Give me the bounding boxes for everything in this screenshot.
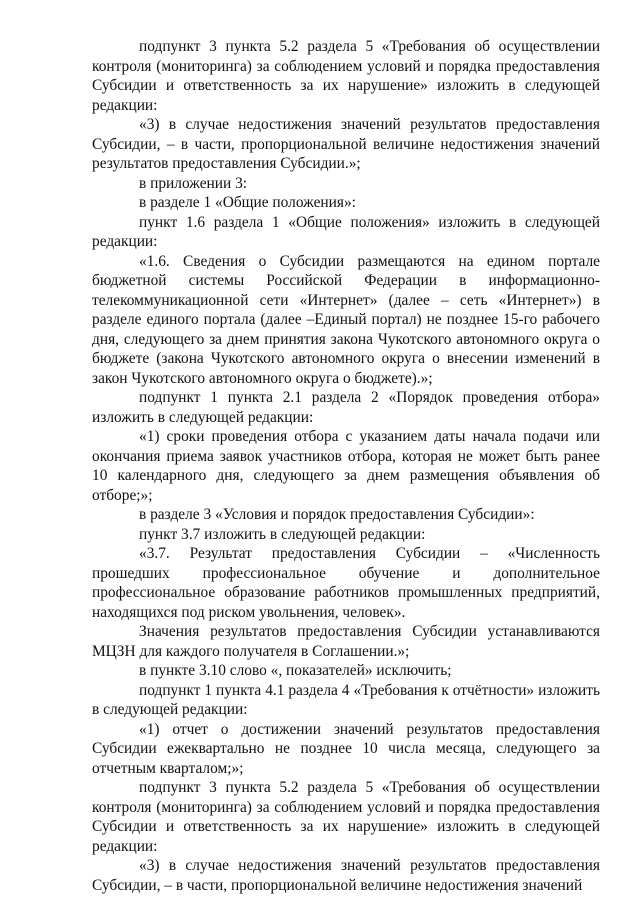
paragraph: «3.7. Результат предоставления Субсидии – «Численность прошедших профессиональное обучение и дополнительное профессиональное образование работников промышленных предприятий, находящихся под риском увольнения, человек». bbox=[92, 545, 600, 621]
paragraph: пункт 3.7 изложить в следующей редакции: bbox=[139, 525, 426, 543]
paragraph: «1.6. Сведения о Субсидии размещаются на едином портале бюджетной системы Российской Федерации в информационно-телекоммуникационной сети «Интернет» (далее – сеть «Интернет») в разделе единого портала (далее –Единый портал) не позднее 15-го рабочего дня, следующего за днем принятия закона Чукотского автономного округа о бюджете (закона Чукотского автономного округа о внесении изменений в закон Чукотского автономного округа о бюджете).»; bbox=[92, 252, 600, 387]
paragraph: в разделе 3 «Условия и порядок предоставления Субсидии»: bbox=[139, 506, 535, 523]
paragraph: подпункт 3 пункта 5.2 раздела 5 «Требования об осуществлении контроля (мониторинга) за соблюдением условий и порядка предоставления Субсидии и ответственность за их нарушение» изложить в следующей редакции: bbox=[92, 38, 600, 114]
document-page bbox=[92, 37, 600, 895]
paragraph: подпункт 1 пункта 2.1 раздела 2 «Порядок проведения отбора» изложить в следующей редакции: bbox=[92, 389, 600, 426]
paragraph: подпункт 3 пункта 5.2 раздела 5 «Требования об осуществлении контроля (мониторинга) за соблюдением условий и порядка предоставления Субсидии и ответственность за их нарушение» изложить в следующей редакции: bbox=[92, 779, 600, 855]
paragraph: в пункте 3.10 слово «, показателей» исключить; bbox=[139, 662, 452, 679]
paragraph: Значения результатов предоставления Субсидии устанавливаются МЦЗН для каждого получателя в Соглашении.»; bbox=[92, 623, 600, 660]
paragraph: «1) сроки проведения отбора с указанием даты начала подачи или окончания приема заявок участников отбора, которая не может быть ранее 10 календарного дня, следующего за днем размещения объявления об отборе;»; bbox=[92, 428, 600, 504]
paragraph: «3) в случае недостижения значений результатов предоставления Субсидии, – в части, пропорциональной величине недостижения значений результатов предоставления Субсидии.»; bbox=[92, 116, 600, 172]
paragraph: подпункт 1 пункта 4.1 раздела 4 «Требования к отчётности» изложить в следующей редакции: bbox=[92, 681, 600, 718]
paragraph: «1) отчет о достижении значений результатов предоставления Субсидии ежеквартально не позднее 10 числа месяца, следующего за отчетным кварталом;»; bbox=[92, 720, 600, 777]
paragraph: пункт 1.6 раздела 1 «Общие положения» изложить в следующей редакции: bbox=[92, 213, 600, 250]
paragraph: в разделе 1 «Общие положения»: bbox=[139, 194, 356, 211]
paragraph: в приложении 3: bbox=[139, 174, 248, 192]
paragraph: «3) в случае недостижения значений результатов предоставления Субсидии, – в части, пропорциональной величине недостижения значений bbox=[92, 857, 600, 894]
